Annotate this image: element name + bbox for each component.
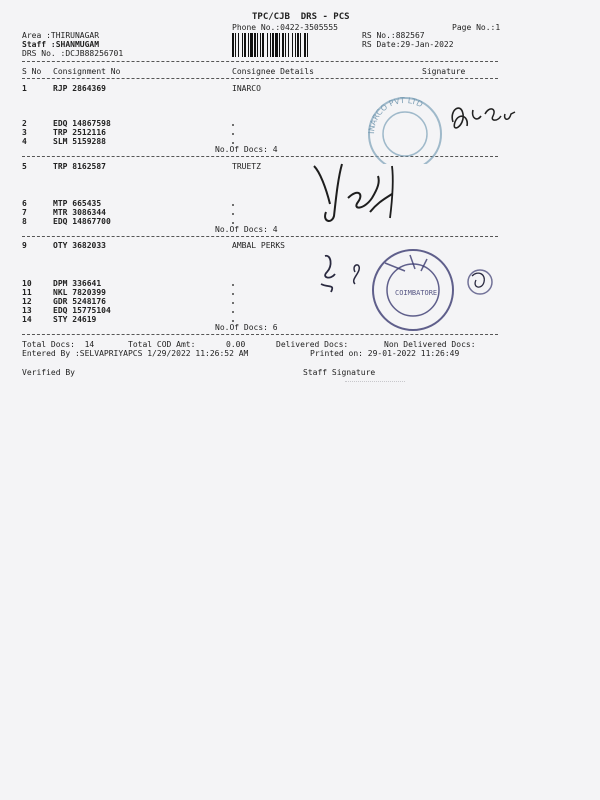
row-consignment: DPM 336641	[53, 279, 102, 288]
bullet-dot	[232, 142, 234, 144]
stamp-text: INARCO PVT LTD	[366, 95, 425, 135]
divider	[22, 61, 498, 62]
barcode-bar	[270, 33, 271, 57]
row-consignment: TRP 2512116	[53, 128, 106, 137]
barcode-bar	[275, 33, 278, 57]
row-consignment: EDQ 15775104	[53, 306, 111, 315]
barcode-bar	[279, 33, 280, 57]
row-sno: 14	[22, 315, 32, 324]
staff-signature-label: Staff Signature	[303, 368, 376, 377]
barcode-bar	[232, 33, 234, 57]
row-consignment: TRP 8162587	[53, 162, 106, 171]
row-sno: 10	[22, 279, 32, 288]
staff-label: Staff :SHANMUGAM	[22, 40, 100, 49]
bullet-dot	[232, 293, 234, 295]
row-consignment: OTY 3682033	[53, 241, 106, 250]
row-sno: 2	[22, 119, 27, 128]
row-consignment: MTP 665435	[53, 199, 102, 208]
row-consignment: NKL 7820399	[53, 288, 106, 297]
drs-number: DRS No. :DCJB88256701	[22, 49, 124, 58]
total-cod-value: 0.00	[226, 340, 246, 349]
printed-on: Printed on: 29-01-2022 11:26:49	[310, 349, 460, 358]
area-label: Area :THIRUNAGAR	[22, 31, 100, 40]
bullet-dot	[232, 204, 234, 206]
bullet-dot	[232, 284, 234, 286]
row-consignment: SLM 5159288	[53, 137, 106, 146]
company-stamp-inarco	[360, 94, 450, 164]
barcode	[232, 33, 356, 57]
barcode-bar	[288, 33, 289, 57]
row-consignment: MTR 3086344	[53, 208, 106, 217]
divider	[22, 236, 498, 237]
no-of-docs: No.Of Docs: 4	[215, 225, 278, 234]
signature-2	[308, 158, 418, 232]
verified-by: Verified By	[22, 368, 75, 377]
page-number: Page No.:1	[452, 23, 501, 32]
barcode-bar	[244, 33, 246, 57]
row-sno: 13	[22, 306, 32, 315]
barcode-bar	[292, 33, 293, 57]
row-consignment: RJP 2864369	[53, 84, 106, 93]
row-sno: 3	[22, 128, 27, 137]
no-of-docs: No.Of Docs: 6	[215, 323, 278, 332]
row-consignment: EDQ 14867700	[53, 217, 111, 226]
barcode-bar	[282, 33, 284, 57]
barcode-bar	[285, 33, 286, 57]
row-consignment: EDQ 14867598	[53, 119, 111, 128]
barcode-bar	[238, 33, 239, 57]
barcode-bar	[257, 33, 258, 57]
barcode-bar	[254, 33, 256, 57]
barcode-bar	[272, 33, 274, 57]
row-sno: 1	[22, 84, 27, 93]
consignee-name: AMBAL PERKS	[232, 241, 285, 250]
consignee-name: TRUETZ	[232, 162, 261, 171]
bullet-dot	[232, 124, 234, 126]
barcode-bar	[300, 33, 301, 57]
divider	[22, 78, 498, 79]
rs-number: RS No.:882567	[362, 31, 425, 40]
rs-date: RS Date:29-Jan-2022	[362, 40, 454, 49]
bullet-dot	[232, 133, 234, 135]
row-sno: 6	[22, 199, 27, 208]
non-delivered-docs: Non Delivered Docs:	[384, 340, 476, 349]
total-docs: Total Docs: 14	[22, 340, 95, 349]
entered-by: Entered By :SELVAPRIYAPCS 1/29/2022 11:26:52 AM	[22, 349, 249, 358]
stamp-text: COIMBATORE	[395, 289, 438, 297]
bullet-dot	[232, 213, 234, 215]
col-consignment: Consignment No	[53, 67, 121, 76]
no-of-docs: No.Of Docs: 4	[215, 145, 278, 154]
row-sno: 8	[22, 217, 27, 226]
row-sno: 4	[22, 137, 27, 146]
col-consignee: Consignee Details	[232, 67, 314, 76]
barcode-bar	[307, 33, 308, 57]
barcode-bar	[304, 33, 306, 57]
barcode-bar	[267, 33, 268, 57]
row-consignment: STY 24619	[53, 315, 97, 324]
bullet-dot	[232, 302, 234, 304]
bullet-dot	[232, 311, 234, 313]
barcode-bar	[295, 33, 296, 57]
row-sno: 12	[22, 297, 32, 306]
round-stamp	[365, 245, 465, 335]
signature-1	[445, 92, 545, 142]
faint-line	[345, 381, 405, 382]
barcode-bar	[248, 33, 249, 57]
document-title: TPC/CJB DRS - PCS	[252, 12, 350, 22]
barcode-bar	[262, 33, 264, 57]
barcode-bar	[260, 33, 261, 57]
barcode-bar	[297, 33, 299, 57]
bullet-dot	[232, 320, 234, 322]
col-sno: S No	[22, 67, 42, 76]
barcode-bar	[250, 33, 253, 57]
col-signature: Signature	[422, 67, 466, 76]
row-sno: 11	[22, 288, 32, 297]
row-sno: 5	[22, 162, 27, 171]
phone-number: Phone No.:0422-3505555	[232, 23, 338, 32]
bullet-dot	[232, 222, 234, 224]
row-sno: 7	[22, 208, 27, 217]
row-sno: 9	[22, 241, 27, 250]
total-cod-label: Total COD Amt:	[128, 340, 196, 349]
row-consignment: GDR 5248176	[53, 297, 106, 306]
barcode-bar	[235, 33, 236, 57]
consignee-name: INARCO	[232, 84, 261, 93]
barcode-bar	[242, 33, 243, 57]
delivered-docs: Delivered Docs:	[276, 340, 349, 349]
small-stamp	[462, 262, 502, 302]
